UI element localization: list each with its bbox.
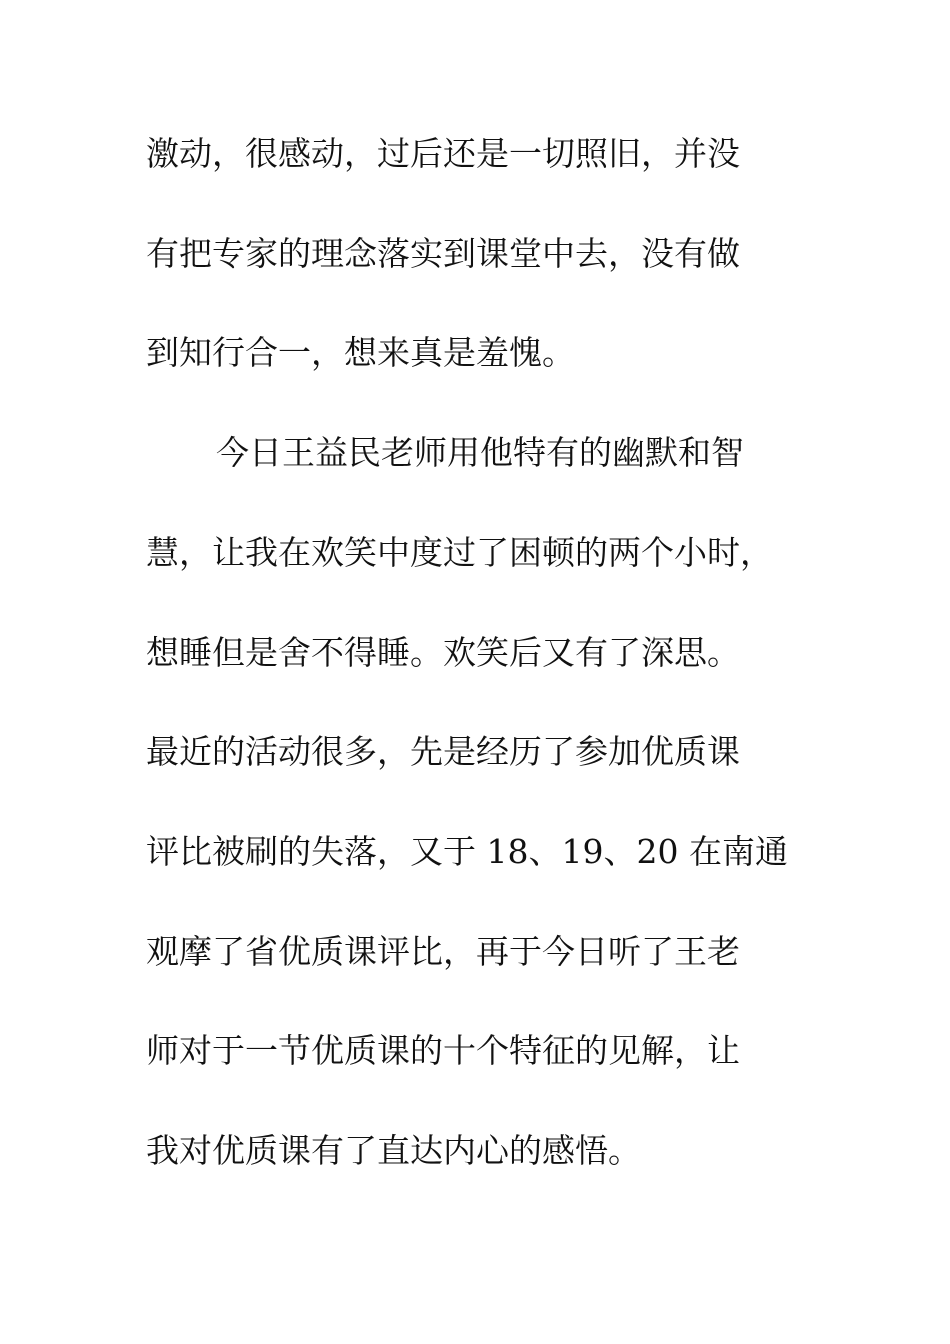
text-line: 师对于一节优质课的十个特征的见解，让 bbox=[146, 1031, 740, 1070]
text-line: 我对优质课有了直达内心的感悟。 bbox=[146, 1131, 641, 1170]
text-line: 激动，很感动，过后还是一切照旧，并没 bbox=[146, 134, 740, 173]
text-line: 最近的活动很多，先是经历了参加优质课 bbox=[146, 732, 740, 771]
text-line: 慧，让我在欢笑中度过了困顿的两个小时， bbox=[146, 533, 773, 572]
text-line: 评比被刷的失落，又于 18、19、20 在南通 bbox=[146, 832, 788, 871]
text-line: 到知行合一，想来真是羞愧。 bbox=[146, 333, 575, 372]
text-line: 有把专家的理念落实到课堂中去，没有做 bbox=[146, 234, 740, 273]
text-line: 想睡但是舍不得睡。欢笑后又有了深思。 bbox=[146, 633, 740, 672]
paragraph-first-line: 今日王益民老师用他特有的幽默和智 bbox=[216, 433, 744, 472]
text-line: 观摩了省优质课评比，再于今日听了王老 bbox=[146, 932, 740, 971]
